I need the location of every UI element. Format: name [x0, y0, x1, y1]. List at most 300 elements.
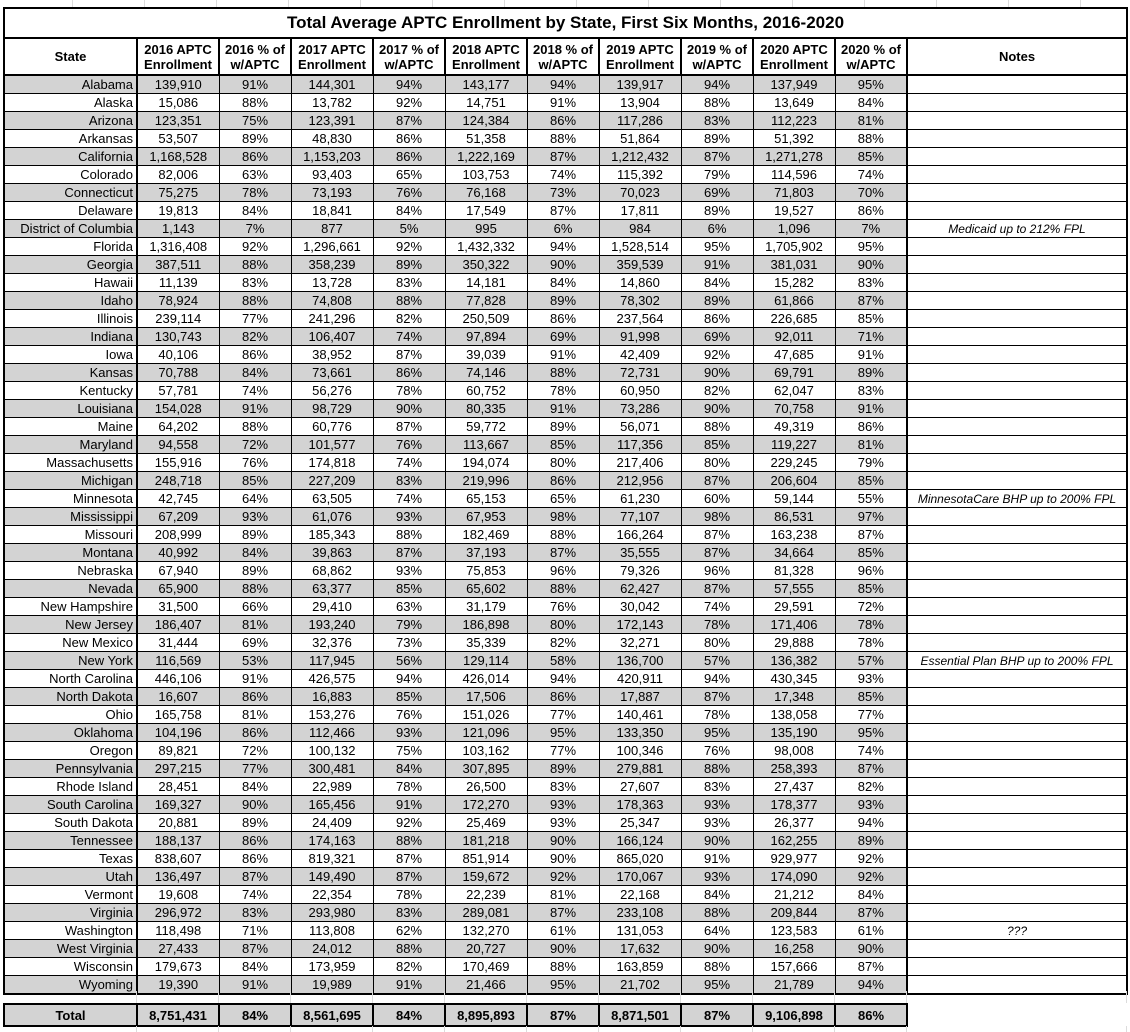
- cell-value: 82%: [681, 382, 753, 400]
- gridline: [752, 1026, 753, 1032]
- cell-value: 112,223: [753, 112, 835, 130]
- col-header-2016-pct: 2016 % of w/APTC: [219, 38, 291, 75]
- cell-value: 78%: [527, 382, 599, 400]
- state-name: Massachusetts: [4, 454, 137, 472]
- cell-value: 83%: [219, 274, 291, 292]
- cell-value: 1,705,902: [753, 238, 835, 256]
- cell-value: 85%: [835, 148, 907, 166]
- state-name: Mississippi: [4, 508, 137, 526]
- gridline: [1080, 0, 1081, 7]
- cell-value: 15,282: [753, 274, 835, 292]
- cell-value: 82%: [373, 310, 445, 328]
- cell-value: 78%: [681, 706, 753, 724]
- cell-value: 5%: [373, 220, 445, 238]
- cell-value: 25,469: [445, 814, 527, 832]
- state-name: Idaho: [4, 292, 137, 310]
- cell-value: 89%: [527, 292, 599, 310]
- cell-value: 76%: [219, 454, 291, 472]
- cell-value: 91%: [219, 976, 291, 995]
- cell-value: 17,887: [599, 688, 681, 706]
- state-name: New York: [4, 652, 137, 670]
- cell-value: 169,327: [137, 796, 219, 814]
- note-cell: Medicaid up to 212% FPL: [907, 220, 1127, 238]
- cell-value: 65%: [373, 166, 445, 184]
- note-cell: [907, 328, 1127, 346]
- cell-value: 95%: [527, 724, 599, 742]
- cell-value: 1,432,332: [445, 238, 527, 256]
- cell-value: 91%: [219, 75, 291, 94]
- cell-value: 57,781: [137, 382, 219, 400]
- cell-value: 929,977: [753, 850, 835, 868]
- cell-value: 113,667: [445, 436, 527, 454]
- state-name: Delaware: [4, 202, 137, 220]
- gridline: [288, 0, 289, 7]
- cell-value: 426,014: [445, 670, 527, 688]
- col-header-2020-pct: 2020 % of w/APTC: [835, 38, 907, 75]
- table-row: [4, 400, 1127, 418]
- cell-value: 74%: [835, 742, 907, 760]
- cell-value: 22,239: [445, 886, 527, 904]
- note-cell: [907, 688, 1127, 706]
- cell-value: 87%: [527, 904, 599, 922]
- cell-value: 88%: [527, 580, 599, 598]
- cell-value: 69,791: [753, 364, 835, 382]
- cell-value: 88%: [373, 940, 445, 958]
- table-row: [4, 688, 1127, 706]
- cell-value: 61,076: [291, 508, 373, 526]
- cell-value: 80,335: [445, 400, 527, 418]
- cell-value: 87%: [373, 544, 445, 562]
- state-name: Michigan: [4, 472, 137, 490]
- total-row-table: [3, 1003, 908, 1027]
- cell-value: 65,900: [137, 580, 219, 598]
- cell-value: 92%: [373, 94, 445, 112]
- cell-value: 64,202: [137, 418, 219, 436]
- state-name: Pennsylvania: [4, 760, 137, 778]
- cell-value: 65,602: [445, 580, 527, 598]
- cell-value: 64%: [219, 490, 291, 508]
- title-row: [4, 8, 1127, 38]
- cell-value: 86%: [835, 202, 907, 220]
- cell-value: 89,821: [137, 742, 219, 760]
- gridline: [598, 1026, 599, 1032]
- cell-value: 94%: [527, 670, 599, 688]
- cell-value: 241,296: [291, 310, 373, 328]
- cell-value: 78,924: [137, 292, 219, 310]
- col-header-2017-enrollment: 2017 APTC Enrollment: [291, 38, 373, 75]
- cell-value: 153,276: [291, 706, 373, 724]
- cell-value: 13,904: [599, 94, 681, 112]
- cell-value: 136,497: [137, 868, 219, 886]
- cell-value: 112,466: [291, 724, 373, 742]
- table-row: [4, 166, 1127, 184]
- cell-value: 30,042: [599, 598, 681, 616]
- cell-value: 97%: [835, 508, 907, 526]
- gridline: [136, 1026, 137, 1032]
- note-cell: [907, 400, 1127, 418]
- cell-value: 300,481: [291, 760, 373, 778]
- cell-value: 87%: [835, 958, 907, 976]
- cell-value: 87%: [681, 688, 753, 706]
- cell-value: 93%: [219, 508, 291, 526]
- cell-value: 115,392: [599, 166, 681, 184]
- cell-value: 61,230: [599, 490, 681, 508]
- cell-value: 94%: [681, 670, 753, 688]
- state-name: North Dakota: [4, 688, 137, 706]
- cell-value: 81%: [835, 436, 907, 454]
- cell-value: 165,758: [137, 706, 219, 724]
- table-row: [4, 382, 1127, 400]
- cell-value: 83%: [527, 778, 599, 796]
- cell-value: 90%: [373, 400, 445, 418]
- note-cell: [907, 94, 1127, 112]
- table-row: [4, 256, 1127, 274]
- cell-value: 94%: [681, 75, 753, 94]
- cell-value: 53,507: [137, 130, 219, 148]
- cell-value: 83%: [373, 274, 445, 292]
- cell-value: 82,006: [137, 166, 219, 184]
- cell-value: 133,350: [599, 724, 681, 742]
- cell-value: 19,989: [291, 976, 373, 995]
- cell-value: 91%: [527, 400, 599, 418]
- cell-value: 58%: [527, 652, 599, 670]
- cell-value: 62,427: [599, 580, 681, 598]
- total-value: 84%: [219, 1004, 291, 1026]
- note-cell: [907, 886, 1127, 904]
- note-cell: [907, 364, 1127, 382]
- cell-value: 16,883: [291, 688, 373, 706]
- table-row: [4, 148, 1127, 166]
- cell-value: 60,752: [445, 382, 527, 400]
- gridline: [1126, 991, 1127, 1003]
- cell-value: 95%: [835, 75, 907, 94]
- cell-value: 62%: [373, 922, 445, 940]
- cell-value: 76%: [373, 184, 445, 202]
- cell-value: 59,772: [445, 418, 527, 436]
- note-cell: [907, 346, 1127, 364]
- gridline: [526, 991, 527, 1003]
- cell-value: 73,661: [291, 364, 373, 382]
- cell-value: 132,270: [445, 922, 527, 940]
- cell-value: 88%: [219, 418, 291, 436]
- cell-value: 123,391: [291, 112, 373, 130]
- state-name: Alabama: [4, 75, 137, 94]
- cell-value: 37,193: [445, 544, 527, 562]
- cell-value: 92%: [835, 850, 907, 868]
- cell-value: 34,664: [753, 544, 835, 562]
- cell-value: 17,506: [445, 688, 527, 706]
- cell-value: 21,702: [599, 976, 681, 995]
- cell-value: 75%: [219, 112, 291, 130]
- state-name: California: [4, 148, 137, 166]
- cell-value: 83%: [373, 904, 445, 922]
- note-cell: [907, 75, 1127, 94]
- cell-value: 87%: [835, 760, 907, 778]
- state-name: Georgia: [4, 256, 137, 274]
- cell-value: 69%: [219, 634, 291, 652]
- cell-value: 84%: [219, 364, 291, 382]
- cell-value: 124,384: [445, 112, 527, 130]
- cell-value: 19,813: [137, 202, 219, 220]
- note-cell: [907, 742, 1127, 760]
- cell-value: 21,789: [753, 976, 835, 995]
- note-cell: [907, 958, 1127, 976]
- state-name: Kentucky: [4, 382, 137, 400]
- table-row: [4, 940, 1127, 958]
- cell-value: 93%: [373, 508, 445, 526]
- cell-value: 229,245: [753, 454, 835, 472]
- cell-value: 387,511: [137, 256, 219, 274]
- cell-value: 81%: [219, 706, 291, 724]
- cell-value: 159,672: [445, 868, 527, 886]
- table-row: [4, 886, 1127, 904]
- table-row: [4, 724, 1127, 742]
- gridline: [432, 0, 433, 7]
- cell-value: 79,326: [599, 562, 681, 580]
- cell-value: 61,866: [753, 292, 835, 310]
- cell-value: 87%: [835, 292, 907, 310]
- cell-value: 446,106: [137, 670, 219, 688]
- cell-value: 57%: [835, 652, 907, 670]
- total-value: 8,871,501: [599, 1004, 681, 1026]
- state-name: District of Columbia: [4, 220, 137, 238]
- table-body: [4, 75, 1127, 994]
- cell-value: 86%: [527, 688, 599, 706]
- cell-value: 123,583: [753, 922, 835, 940]
- cell-value: 165,456: [291, 796, 373, 814]
- state-name: Virginia: [4, 904, 137, 922]
- cell-value: 85%: [835, 688, 907, 706]
- state-name: Oklahoma: [4, 724, 137, 742]
- table-row: [4, 634, 1127, 652]
- state-name: Minnesota: [4, 490, 137, 508]
- cell-value: 14,181: [445, 274, 527, 292]
- cell-value: 97,894: [445, 328, 527, 346]
- cell-value: 16,607: [137, 688, 219, 706]
- state-name: Missouri: [4, 526, 137, 544]
- cell-value: 89%: [835, 364, 907, 382]
- cell-value: 86%: [219, 832, 291, 850]
- cell-value: 138,058: [753, 706, 835, 724]
- cell-value: 157,666: [753, 958, 835, 976]
- state-name: West Virginia: [4, 940, 137, 958]
- cell-value: 72%: [219, 742, 291, 760]
- cell-value: 13,649: [753, 94, 835, 112]
- cell-value: 1,096: [753, 220, 835, 238]
- table-row: [4, 328, 1127, 346]
- state-name: Nevada: [4, 580, 137, 598]
- cell-value: 88%: [527, 130, 599, 148]
- table-row: [4, 814, 1127, 832]
- note-cell: [907, 184, 1127, 202]
- state-name: South Dakota: [4, 814, 137, 832]
- cell-value: 86%: [835, 418, 907, 436]
- cell-value: 71%: [835, 328, 907, 346]
- note-cell: [907, 562, 1127, 580]
- total-value: 84%: [373, 1004, 445, 1026]
- cell-value: 94%: [835, 976, 907, 995]
- table-row: [4, 418, 1127, 436]
- cell-value: 56,276: [291, 382, 373, 400]
- cell-value: 82%: [527, 634, 599, 652]
- cell-value: 85%: [527, 436, 599, 454]
- cell-value: 91,998: [599, 328, 681, 346]
- gridline: [144, 0, 145, 7]
- note-cell: [907, 436, 1127, 454]
- cell-value: 86%: [373, 148, 445, 166]
- cell-value: 87%: [681, 580, 753, 598]
- cell-value: 86%: [527, 310, 599, 328]
- cell-value: 182,469: [445, 526, 527, 544]
- gridline: [72, 0, 73, 7]
- cell-value: 173,959: [291, 958, 373, 976]
- cell-value: 74%: [835, 166, 907, 184]
- cell-value: 381,031: [753, 256, 835, 274]
- cell-value: 103,162: [445, 742, 527, 760]
- cell-value: 87%: [373, 418, 445, 436]
- cell-value: 117,945: [291, 652, 373, 670]
- cell-value: 84%: [681, 886, 753, 904]
- state-name: Arizona: [4, 112, 137, 130]
- cell-value: 258,393: [753, 760, 835, 778]
- cell-value: 1,296,661: [291, 238, 373, 256]
- cell-value: 85%: [835, 580, 907, 598]
- table-row: [4, 184, 1127, 202]
- cell-value: 248,718: [137, 472, 219, 490]
- note-cell: [907, 238, 1127, 256]
- cell-value: 27,607: [599, 778, 681, 796]
- cell-value: 91%: [681, 256, 753, 274]
- table-row: [4, 75, 1127, 94]
- cell-value: 114,596: [753, 166, 835, 184]
- cell-value: 17,549: [445, 202, 527, 220]
- cell-value: 89%: [681, 130, 753, 148]
- note-cell: [907, 418, 1127, 436]
- note-cell: [907, 904, 1127, 922]
- cell-value: 70,758: [753, 400, 835, 418]
- cell-value: 155,916: [137, 454, 219, 472]
- cell-value: 171,406: [753, 616, 835, 634]
- cell-value: 87%: [373, 346, 445, 364]
- gridline: [372, 991, 373, 1003]
- cell-value: 17,348: [753, 688, 835, 706]
- cell-value: 87%: [681, 544, 753, 562]
- cell-value: 86,531: [753, 508, 835, 526]
- cell-value: 101,577: [291, 436, 373, 454]
- cell-value: 89%: [681, 292, 753, 310]
- cell-value: 170,067: [599, 868, 681, 886]
- cell-value: 17,811: [599, 202, 681, 220]
- cell-value: 87%: [219, 868, 291, 886]
- cell-value: 88%: [219, 94, 291, 112]
- note-cell: [907, 634, 1127, 652]
- cell-value: 87%: [681, 526, 753, 544]
- cell-value: 307,895: [445, 760, 527, 778]
- cell-value: 86%: [219, 850, 291, 868]
- cell-value: 84%: [527, 274, 599, 292]
- gridline: [752, 991, 753, 1003]
- state-name: Rhode Island: [4, 778, 137, 796]
- total-row: [4, 1004, 907, 1026]
- cell-value: 93%: [527, 796, 599, 814]
- cell-value: 16,258: [753, 940, 835, 958]
- cell-value: 1,143: [137, 220, 219, 238]
- cell-value: 63%: [373, 598, 445, 616]
- note-cell: [907, 526, 1127, 544]
- cell-value: 80%: [527, 454, 599, 472]
- cell-value: 90%: [219, 796, 291, 814]
- gridline: [136, 991, 137, 1003]
- cell-value: 100,132: [291, 742, 373, 760]
- cell-value: 119,227: [753, 436, 835, 454]
- note-cell: [907, 850, 1127, 868]
- cell-value: 279,881: [599, 760, 681, 778]
- cell-value: 181,218: [445, 832, 527, 850]
- cell-value: 75,853: [445, 562, 527, 580]
- cell-value: 69%: [681, 328, 753, 346]
- cell-value: 7%: [219, 220, 291, 238]
- cell-value: 91%: [835, 400, 907, 418]
- gridline: [1126, 1026, 1127, 1032]
- spreadsheet-gridlines-gap-row: [0, 991, 1130, 1003]
- cell-value: 1,222,169: [445, 148, 527, 166]
- cell-value: 93,403: [291, 166, 373, 184]
- cell-value: 55%: [835, 490, 907, 508]
- cell-value: 81,328: [753, 562, 835, 580]
- cell-value: 88%: [373, 526, 445, 544]
- table-row: [4, 832, 1127, 850]
- gridline: [906, 991, 907, 1003]
- cell-value: 76,168: [445, 184, 527, 202]
- gridline: [444, 1026, 445, 1032]
- cell-value: 296,972: [137, 904, 219, 922]
- note-cell: [907, 670, 1127, 688]
- cell-value: 90%: [681, 364, 753, 382]
- cell-value: 93%: [835, 796, 907, 814]
- note-cell: [907, 130, 1127, 148]
- note-cell: [907, 796, 1127, 814]
- cell-value: 88%: [681, 904, 753, 922]
- table-row: [4, 436, 1127, 454]
- cell-value: 865,020: [599, 850, 681, 868]
- cell-value: 15,086: [137, 94, 219, 112]
- cell-value: 98,008: [753, 742, 835, 760]
- cell-value: 350,322: [445, 256, 527, 274]
- cell-value: 84%: [219, 544, 291, 562]
- cell-value: 174,163: [291, 832, 373, 850]
- cell-value: 140,461: [599, 706, 681, 724]
- table-row: [4, 670, 1127, 688]
- state-name: Oregon: [4, 742, 137, 760]
- cell-value: 86%: [527, 472, 599, 490]
- cell-value: 87%: [681, 148, 753, 166]
- cell-value: 88%: [527, 526, 599, 544]
- table-row: [4, 958, 1127, 976]
- table-row: [4, 526, 1127, 544]
- cell-value: 6%: [681, 220, 753, 238]
- cell-value: 170,469: [445, 958, 527, 976]
- cell-value: 20,727: [445, 940, 527, 958]
- cell-value: 83%: [835, 274, 907, 292]
- cell-value: 70,023: [599, 184, 681, 202]
- cell-value: 250,509: [445, 310, 527, 328]
- cell-value: 19,608: [137, 886, 219, 904]
- cell-value: 91%: [527, 346, 599, 364]
- cell-value: 819,321: [291, 850, 373, 868]
- cell-value: 89%: [219, 814, 291, 832]
- cell-value: 64%: [681, 922, 753, 940]
- cell-value: 100,346: [599, 742, 681, 760]
